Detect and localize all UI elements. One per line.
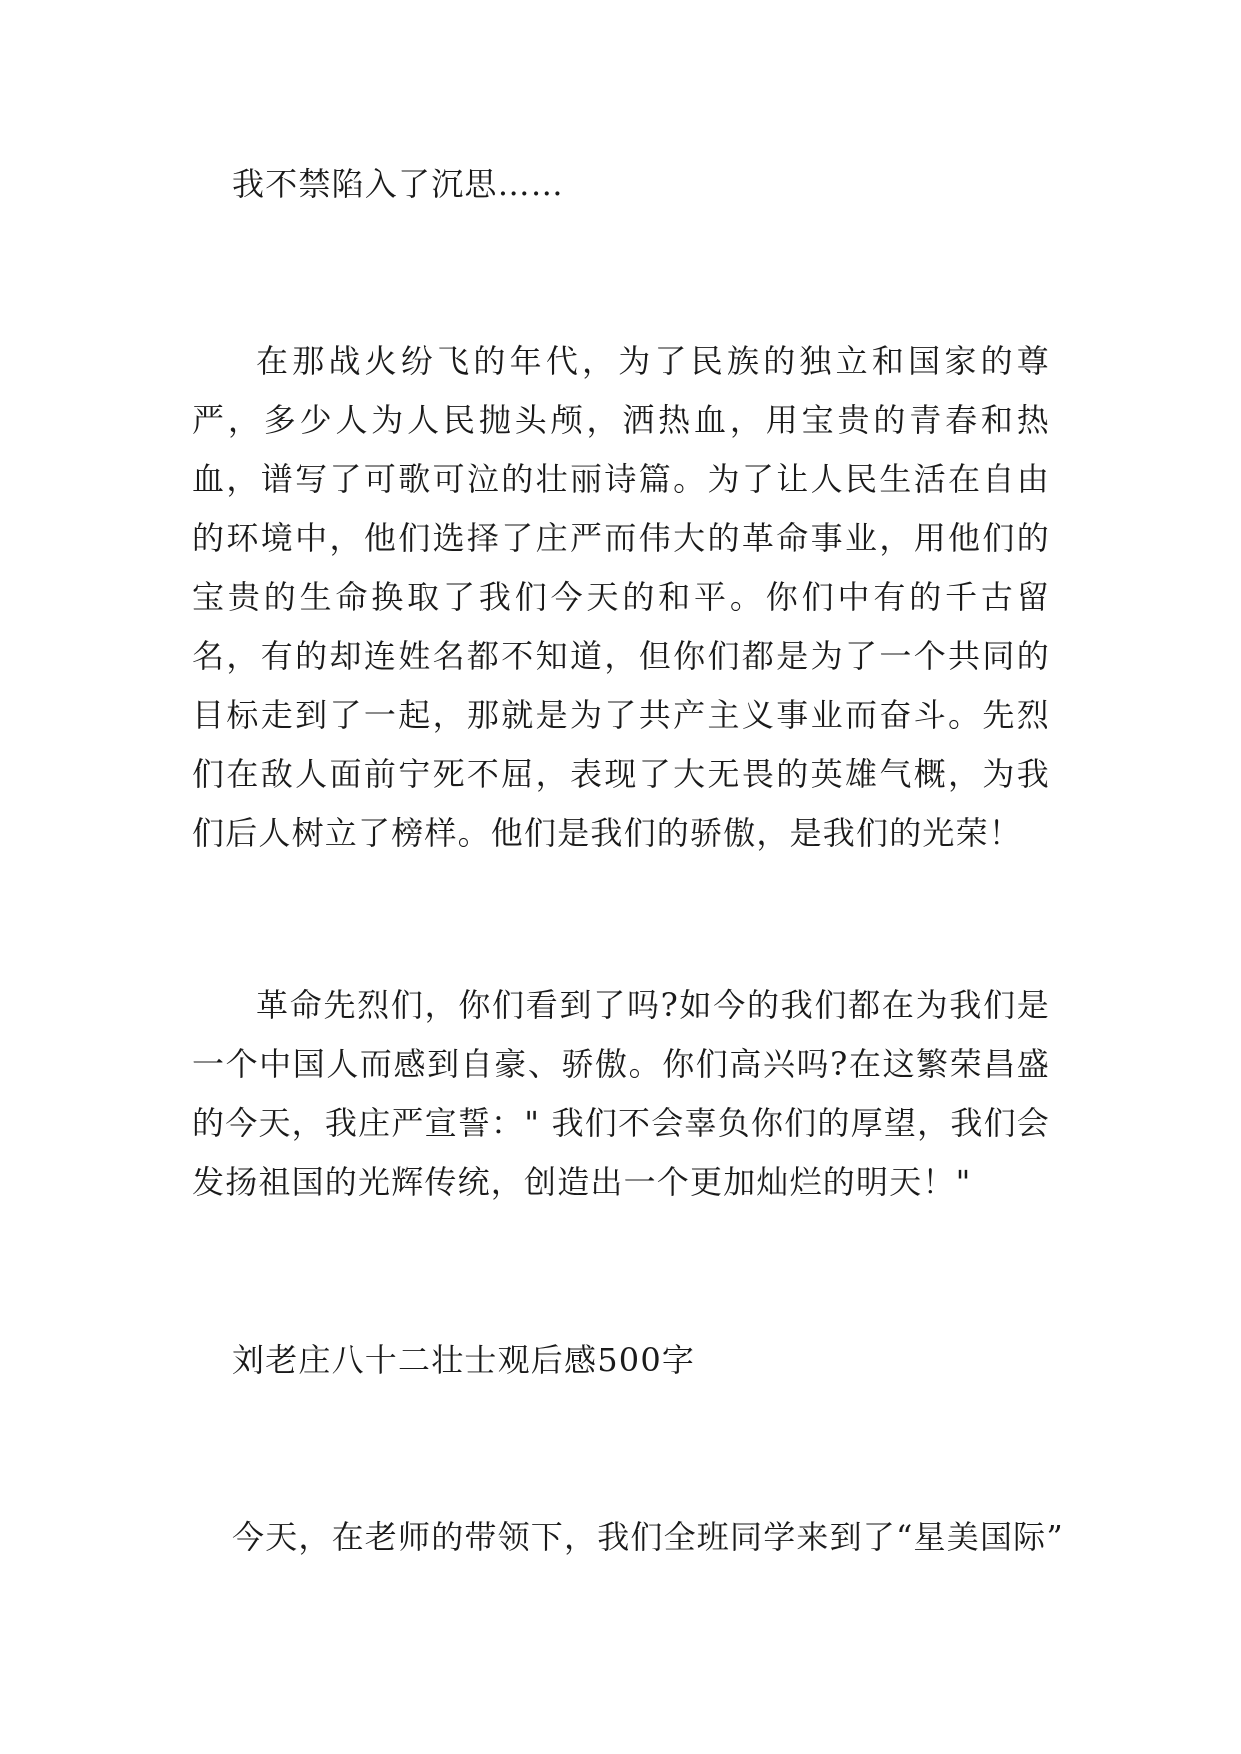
paragraph-oath: 革命先烈们，你们看到了吗?如今的我们都在为我们是一个中国人而感到自豪、骄傲。你们高兴吗?在这繁荣昌盛的今天，我庄严宣誓：" 我们不会辜负你们的厚望，我们会发扬祖国的光辉传统，创造出一个更加灿烂的明天！" [192,986,1050,1201]
paragraph-intro: 我不禁陷入了沉思…… [232,165,565,203]
paragraph-martyrs: 在那战火纷飞的年代，为了民族的独立和国家的尊严，多少人为人民抛头颅，洒热血，用宝贵的青春和热血，谱写了可歌可泣的壮丽诗篇。为了让人民生活在自由的环境中，他们选择了庄严而伟大的革命事业，用他们的宝贵的生命换取了我们今天的和平。你们中有的千古留名，有的却连姓名都不知道，但你们都是为了一个共同的目标走到了一起，那就是为了共产主义事业而奋斗。先烈们在敌人面前宁死不屈，表现了大无畏的英雄气概，为我们后人树立了榜样。他们是我们的骄傲，是我们的光荣！ [192,342,1050,852]
paragraph-today: 今天，在老师的带领下，我们全班同学来到了“星美国际” [232,1518,1064,1556]
essay-title: 刘老庄八十二壮士观后感500字 [232,1341,696,1379]
